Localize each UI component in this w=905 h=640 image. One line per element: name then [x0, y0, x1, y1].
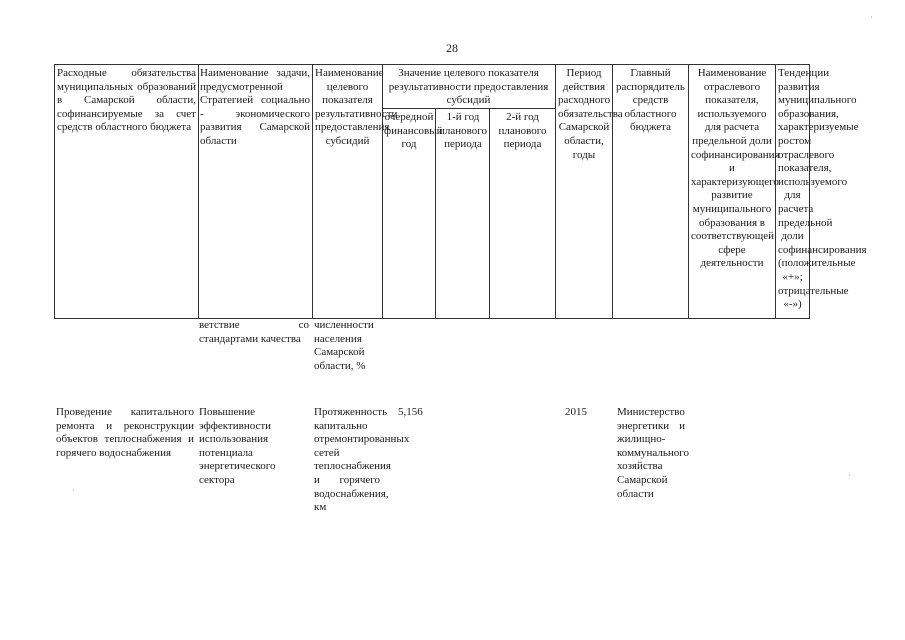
scan-speck: ´	[72, 488, 75, 498]
continuation-indicator-text: численности населения Самарской области, %	[314, 319, 374, 372]
header-planning-year-1: 1-й год планового периода	[438, 111, 487, 151]
header-target-value-group: Значение целевого показателя результативности предоставления субсидий	[388, 67, 549, 107]
header-obligations: Расходные обязательства муниципальных образований в Самарской области, софинансируемые за счет средств областного бюджета	[57, 67, 196, 134]
header-task: Наименование задачи, предусмотренной Стратегией социально - экономического развития Самарской области	[200, 67, 310, 147]
header-next-fiscal-year: очередной финансовый год	[384, 111, 443, 151]
table-header-grid	[54, 64, 867, 319]
row-administrator: Министерство энергетики и жилищно-коммунального хозяйства Самарской области	[617, 406, 689, 500]
scan-speck: ·	[870, 12, 873, 22]
header-development-trends: Тенденции развития муниципального образования, характеризуемые ростом отраслевого показателя, используемого для расчета предельной доли софинансирования (положительные «+»; отрицательные «-»)	[778, 67, 867, 311]
continuation-task-text: ветствие со стандартами качества	[199, 319, 309, 345]
header-planning-year-2: 2-й год планового периода	[498, 111, 547, 151]
header-administrator: Главный распорядитель средств областного бюджета	[616, 67, 685, 134]
header-indicator: Наименование целевого показателя результативности предоставления субсидий	[315, 67, 398, 147]
header-sector-indicator: Наименование отраслевого показателя, используемого для расчета предельной доли софинансирования и характеризующего развитие муниципального образования в соответствующей сфере деятельности	[691, 67, 780, 270]
row-task: Повышение эффективности использования потенциала энергетического сектора	[199, 406, 276, 486]
scan-speck: ·	[848, 470, 851, 480]
page-number: 28	[446, 41, 458, 55]
row-period: 2015	[565, 406, 587, 418]
row-indicator: Протяженность капитально отремонтированных сетей теплоснабжения и горячего водоснабжения, км	[314, 406, 410, 514]
row-obligation: Проведение капитального ремонта и реконструкции объектов теплоснабжения и горячего водоснабжения	[56, 406, 194, 459]
header-period: Период действия расходного обязательства Самарской области, годы	[558, 67, 623, 161]
row-value-current: 5,156	[398, 406, 423, 418]
